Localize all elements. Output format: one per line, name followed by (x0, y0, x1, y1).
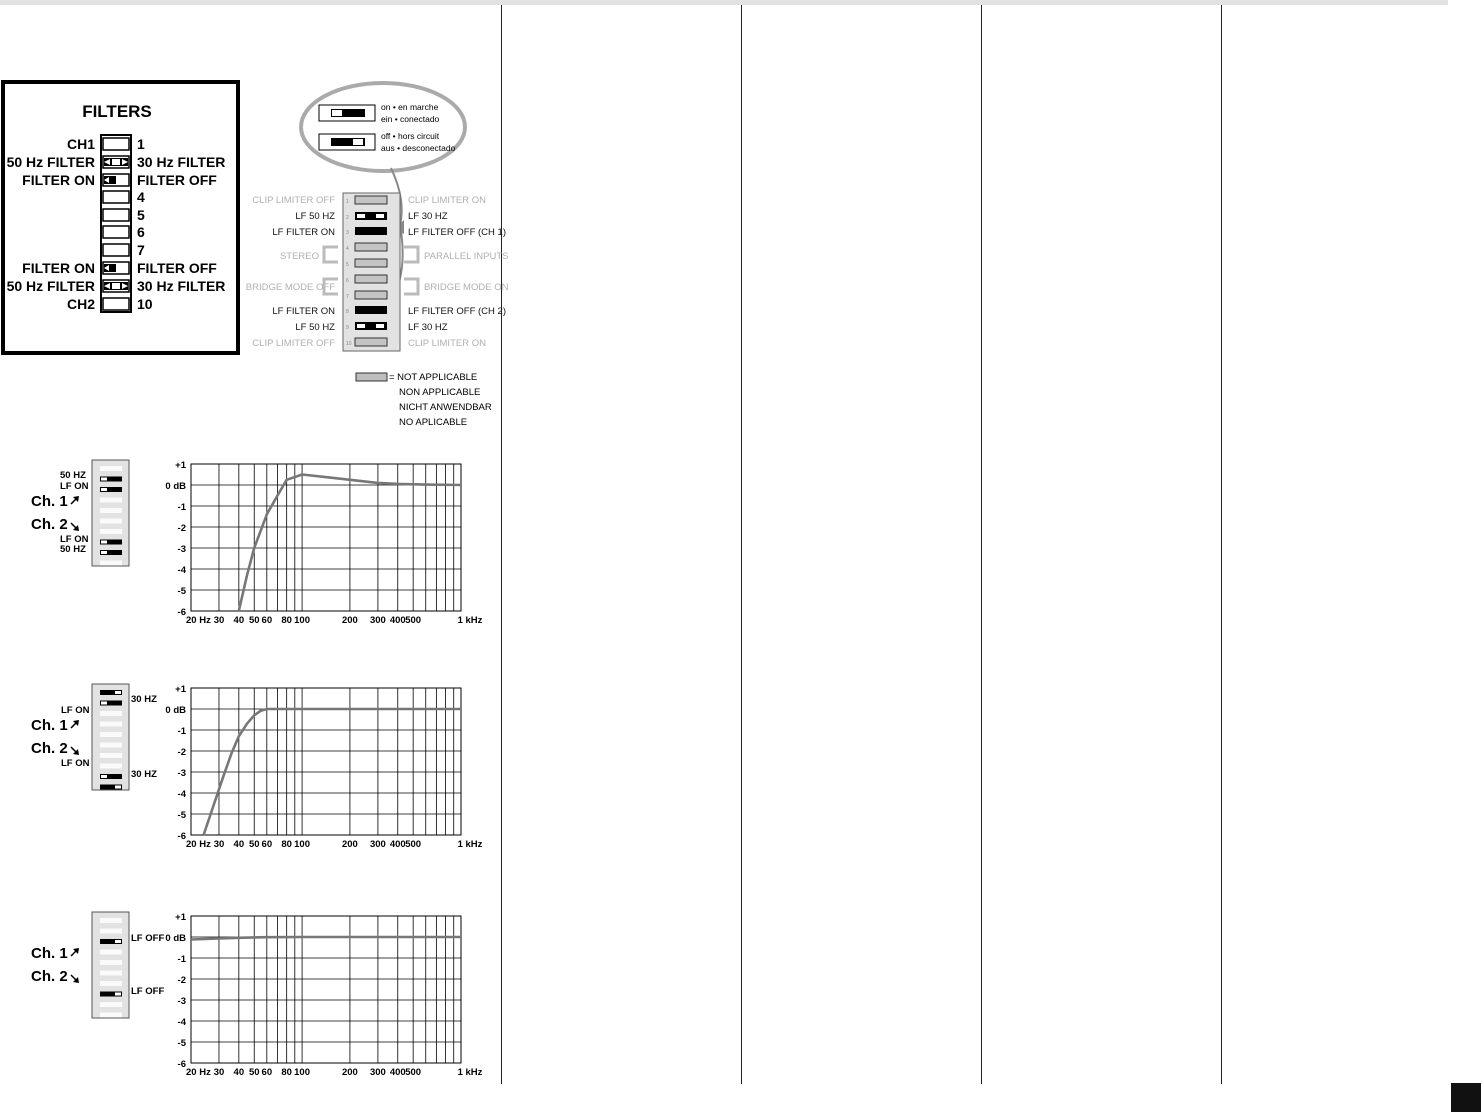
dip-switch-na (355, 291, 387, 299)
graph-x-tick: 500 (405, 839, 422, 850)
mini-dip-slot (100, 981, 122, 986)
dip-switch-number: 9 (346, 325, 349, 331)
graph-y-tick: 0 dB (165, 933, 186, 944)
dip-right-label: CLIP LIMITER ON (408, 338, 486, 349)
mini-dip-knob (101, 541, 107, 544)
dip-left-label: LF 50 HZ (295, 322, 335, 333)
legend-off-text-2: aus • desconectado (381, 143, 456, 153)
graph-y-tick: -3 (177, 996, 186, 1007)
graph-x-tick: 100 (294, 615, 311, 626)
filters-left-label: 50 Hz FILTER (6, 154, 95, 170)
graph-x-tick: 40 (233, 1067, 245, 1078)
off-switch-knob (353, 139, 363, 145)
mini-dip-knob (115, 691, 121, 694)
legend-off-text: off • hors circuit (381, 131, 440, 141)
dip-switch-diagram (246, 193, 509, 351)
graph-x-tick: 20 Hz (186, 1067, 211, 1078)
mini-dip-slot (100, 732, 122, 737)
dip-right-label: PARALLEL INPUTS (424, 251, 509, 262)
dip-switch-on (355, 227, 387, 235)
not-applicable-legend (356, 372, 492, 428)
graph-x-tick: 60 (261, 839, 273, 850)
graph-x-tick: 100 (294, 839, 311, 850)
mini-dip-knob (101, 775, 107, 778)
channel-1-label: Ch. 1 (31, 945, 68, 962)
mini-dip-slot (100, 561, 122, 566)
graph-y-tick: -1 (177, 726, 186, 737)
dip-switch-knob (357, 324, 365, 328)
graph-x-tick: 30 (213, 1067, 225, 1078)
graph-y-tick: -2 (177, 975, 186, 986)
dip-switch-number: 10 (346, 341, 352, 347)
mini-dip-label: LF OFF (131, 933, 165, 944)
filters-left-label: 50 Hz FILTER (6, 278, 95, 294)
channel-1-label: Ch. 1 (31, 717, 68, 734)
on-switch-knob (332, 110, 342, 116)
dip-switch-na (355, 196, 387, 204)
graph-x-tick: 30 (213, 839, 225, 850)
mini-dip-slot (100, 929, 122, 934)
dip-left-label: BRIDGE MODE OFF (245, 282, 335, 293)
filters-right-label: FILTER OFF (137, 172, 217, 188)
graph-x-tick: 400 (389, 1067, 406, 1078)
mini-dip-knob (115, 993, 121, 996)
mini-dip-slot (100, 498, 122, 503)
dip-right-label: LF FILTER OFF (CH 2) (408, 306, 506, 317)
graph-x-tick: 1 kHz (457, 615, 483, 626)
mini-dip-knob (115, 786, 121, 789)
mini-dip-knob (101, 551, 107, 554)
graph-x-tick: 60 (261, 1067, 273, 1078)
filters-switch-slot (103, 244, 129, 256)
graph-x-tick: 300 (369, 615, 386, 626)
graph-y-tick: -3 (177, 768, 186, 779)
filters-switch-slot (103, 298, 129, 310)
na-text: = NOT APPLICABLE (389, 372, 478, 383)
filters-right-label: 5 (137, 207, 145, 223)
dip-switch-number: 1 (346, 199, 349, 205)
mini-dip-slot (100, 764, 122, 769)
bridge-on-bracket (404, 279, 418, 294)
filters-switch-slot (103, 138, 129, 150)
dip-switch-on (355, 306, 387, 314)
mini-dip-knob (101, 488, 107, 491)
graph-x-tick: 1 kHz (457, 1067, 483, 1078)
graph-y-tick: +1 (175, 460, 186, 471)
filters-switch-slot (103, 209, 129, 221)
channel-2-label: Ch. 2 (31, 516, 68, 533)
filters-right-label: 30 Hz FILTER (137, 278, 226, 294)
filters-switch-slot (103, 191, 129, 203)
mini-dip-label: 30 HZ (131, 769, 157, 780)
graph-frame (191, 464, 461, 611)
mini-dip-slot (100, 950, 122, 955)
dip-switch-na (355, 243, 387, 251)
filters-panel (3, 82, 238, 353)
dip-switch-number: 8 (346, 309, 349, 315)
na-text: NO APLICABLE (399, 417, 468, 428)
dip-left-label: LF FILTER ON (272, 227, 335, 238)
mini-dip-label: LF ON (61, 705, 90, 716)
dip-right-label: CLIP LIMITER ON (408, 195, 486, 206)
dip-switch-number: 5 (346, 262, 349, 268)
filters-left-label: FILTER ON (22, 172, 95, 188)
stereo-bracket (324, 247, 338, 262)
response-graph-2 (31, 684, 483, 850)
dip-switch-number: 2 (346, 215, 349, 221)
dip-right-label: BRIDGE MODE ON (424, 282, 509, 293)
graph-y-tick: -4 (177, 789, 186, 800)
graph-x-tick: 80 (281, 1067, 292, 1078)
not-applicable-swatch (356, 373, 387, 381)
graph-x-tick: 200 (341, 839, 358, 850)
na-text: NON APPLICABLE (399, 387, 481, 398)
filters-right-label: FILTER OFF (137, 260, 217, 276)
mini-dip-label: LF OFF (131, 986, 165, 997)
graph-y-tick: -6 (177, 607, 186, 618)
channel-2-label: Ch. 2 (31, 968, 68, 985)
graph-x-tick: 200 (341, 615, 358, 626)
mini-dip-slot (100, 1013, 122, 1018)
dip-left-label: STEREO (279, 251, 319, 262)
dip-switch-knob (357, 214, 365, 218)
graph-y-tick: -1 (177, 954, 186, 965)
graph-y-tick: -3 (177, 544, 186, 555)
graph-x-tick: 30 (213, 615, 225, 626)
graph-x-tick: 40 (233, 839, 245, 850)
dip-right-label: LF 30 HZ (408, 322, 448, 333)
dip-switch-knob (376, 324, 384, 328)
filters-title: FILTERS (82, 102, 152, 121)
filters-switch-knob (112, 159, 120, 165)
graph-x-tick: 400 (389, 839, 406, 850)
channel-1-label: Ch. 1 (31, 493, 68, 510)
graph-x-tick: 400 (389, 615, 406, 626)
graph-y-tick: 0 dB (165, 705, 186, 716)
graph-x-tick: 60 (261, 615, 273, 626)
graph-x-tick: 200 (341, 1067, 358, 1078)
mini-dip-slot (100, 711, 122, 716)
mini-dip-slot (100, 1002, 122, 1007)
graph-y-tick: -5 (177, 810, 186, 821)
filters-switch-knob (112, 283, 120, 289)
legend-ellipse (301, 83, 465, 171)
graph-y-tick: -4 (177, 565, 186, 576)
filters-left-label: CH1 (66, 136, 95, 152)
parallel-bracket (404, 247, 418, 262)
graph-y-tick: -5 (177, 1038, 186, 1049)
dip-switch-knob (376, 214, 384, 218)
graph-y-tick: 0 dB (165, 481, 186, 492)
mini-dip-slot (100, 918, 122, 923)
graph-x-tick: 80 (281, 839, 292, 850)
dip-right-label: LF 30 HZ (408, 211, 448, 222)
mini-dip-label: LF ON (61, 758, 90, 769)
dip-switch-na (355, 275, 387, 283)
graph-x-tick: 20 Hz (186, 839, 211, 850)
filters-right-label: 1 (137, 136, 145, 152)
mini-dip-slot (100, 519, 122, 524)
mini-dip-slot (100, 743, 122, 748)
legend-on-text: on • en marche (381, 102, 439, 112)
graph-x-tick: 100 (294, 1067, 311, 1078)
filters-left-label: CH2 (66, 296, 95, 312)
dip-left-label: CLIP LIMITER OFF (252, 338, 335, 349)
na-text: NICHT ANWENDBAR (399, 402, 492, 413)
graph-y-tick: -2 (177, 523, 186, 534)
mini-dip-slot (100, 753, 122, 758)
dip-left-label: CLIP LIMITER OFF (252, 195, 335, 206)
graph-x-tick: 300 (369, 839, 386, 850)
legend-on-text-2: ein • conectado (381, 114, 440, 124)
graph-x-tick: 50 (248, 615, 260, 626)
filters-right-label: 6 (137, 224, 145, 240)
dip-switch-number: 7 (346, 294, 349, 300)
dip-switch-number: 6 (346, 278, 349, 284)
mini-dip-slot (100, 971, 122, 976)
graph-y-tick: -4 (177, 1017, 186, 1028)
filters-switch-slot (103, 226, 129, 238)
filters-right-label: 30 Hz FILTER (137, 154, 226, 170)
graph-x-tick: 80 (281, 615, 292, 626)
filters-right-label: 4 (137, 189, 145, 205)
graph-x-tick: 300 (369, 1067, 386, 1078)
graph-x-tick: 50 (248, 1067, 260, 1078)
filters-right-label: 7 (137, 242, 145, 258)
mini-dip-slot (100, 722, 122, 727)
graph-y-tick: +1 (175, 684, 186, 695)
mini-dip-knob (101, 702, 107, 705)
filters-left-label: FILTER ON (22, 260, 95, 276)
mini-dip-label: LF ON (60, 481, 89, 492)
dip-left-label: LF FILTER ON (272, 306, 335, 317)
dip-switch-number: 4 (346, 246, 349, 252)
mini-dip-label: 30 HZ (131, 694, 157, 705)
dip-switch-number: 3 (346, 230, 349, 236)
graph-x-tick: 500 (405, 1067, 422, 1078)
dip-switch-na (355, 338, 387, 346)
graph-x-tick: 1 kHz (457, 839, 483, 850)
filters-right-label: 10 (137, 296, 153, 312)
mini-dip-slot (100, 508, 122, 513)
mini-dip-slot (100, 466, 122, 471)
mini-dip-label: 50 HZ (60, 544, 86, 555)
mini-dip-slot (100, 529, 122, 534)
graph-x-tick: 50 (248, 839, 260, 850)
graph-y-tick: -1 (177, 502, 186, 513)
graph-x-tick: 40 (233, 615, 245, 626)
graph-y-tick: -6 (177, 1059, 186, 1070)
graph-x-tick: 500 (405, 615, 422, 626)
graph-y-tick: +1 (175, 912, 186, 923)
mini-dip-label: 50 HZ (60, 470, 86, 481)
mini-dip-knob (101, 478, 107, 481)
graph-y-tick: -6 (177, 831, 186, 842)
response-graph-3 (31, 912, 483, 1078)
graph-y-tick: -5 (177, 586, 186, 597)
dip-left-label: LF 50 HZ (295, 211, 335, 222)
dip-right-label: LF FILTER OFF (CH 1) (408, 227, 506, 238)
graph-y-tick: -2 (177, 747, 186, 758)
channel-2-label: Ch. 2 (31, 740, 68, 757)
mini-dip-slot (100, 960, 122, 965)
response-graph-1 (31, 460, 483, 626)
mini-dip-label: LF ON (60, 534, 89, 545)
graph-x-tick: 20 Hz (186, 615, 211, 626)
dip-switch-na (355, 259, 387, 267)
mini-dip-knob (115, 940, 121, 943)
